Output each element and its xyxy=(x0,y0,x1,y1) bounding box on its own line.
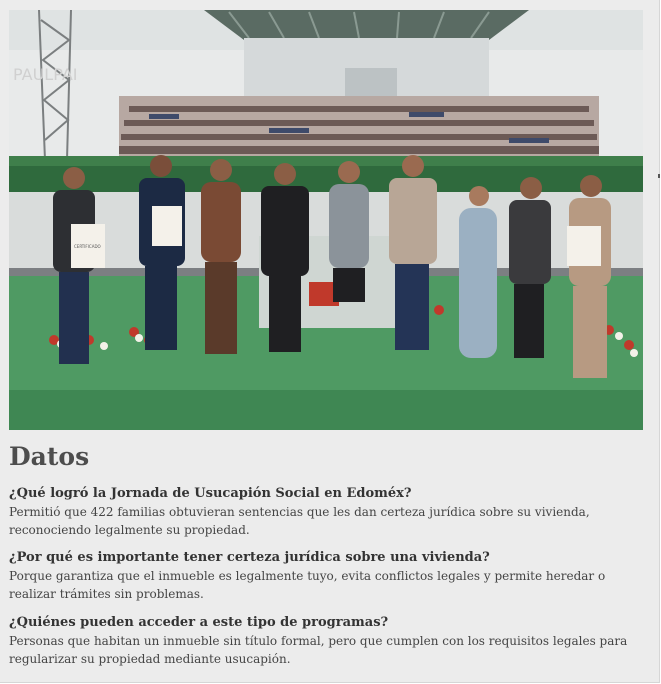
faq-answer-1: Permitió que 422 familias obtuvieran sentencias que les dan certeza jurídica sobre su vivienda, reconociendo legalmente su propiedad. xyxy=(9,505,590,537)
event-photo xyxy=(9,10,643,430)
faq-item-3 xyxy=(9,613,639,668)
event-photo-illustration xyxy=(9,10,643,430)
certificate-text-1: CERTIFICADO xyxy=(74,244,101,249)
faq-item-2 xyxy=(9,548,639,603)
section-heading: Datos xyxy=(9,442,90,471)
faq-question-2: ¿Por qué es importante tener certeza jurídica sobre una vivienda? xyxy=(9,550,490,565)
scroll-edge-marker xyxy=(658,174,660,178)
faq-item-1 xyxy=(9,484,639,539)
faq-question-3: ¿Quiénes pueden acceder a este tipo de programas? xyxy=(9,615,389,630)
faq-question-1: ¿Qué logró la Jornada de Usucapión Social en Edoméx? xyxy=(9,486,412,501)
faq-answer-2: Porque garantiza que el inmueble es legalmente tuyo, evita conflictos legales y permite heredar o realizar trámites sin problemas. xyxy=(9,569,606,601)
faq-answer-3: Personas que habitan un inmueble sin título formal, pero que cumplen con los requisitos legales para regularizar su propiedad mediante usucapión. xyxy=(9,634,628,666)
banner-text: PAULPAI xyxy=(13,65,78,84)
